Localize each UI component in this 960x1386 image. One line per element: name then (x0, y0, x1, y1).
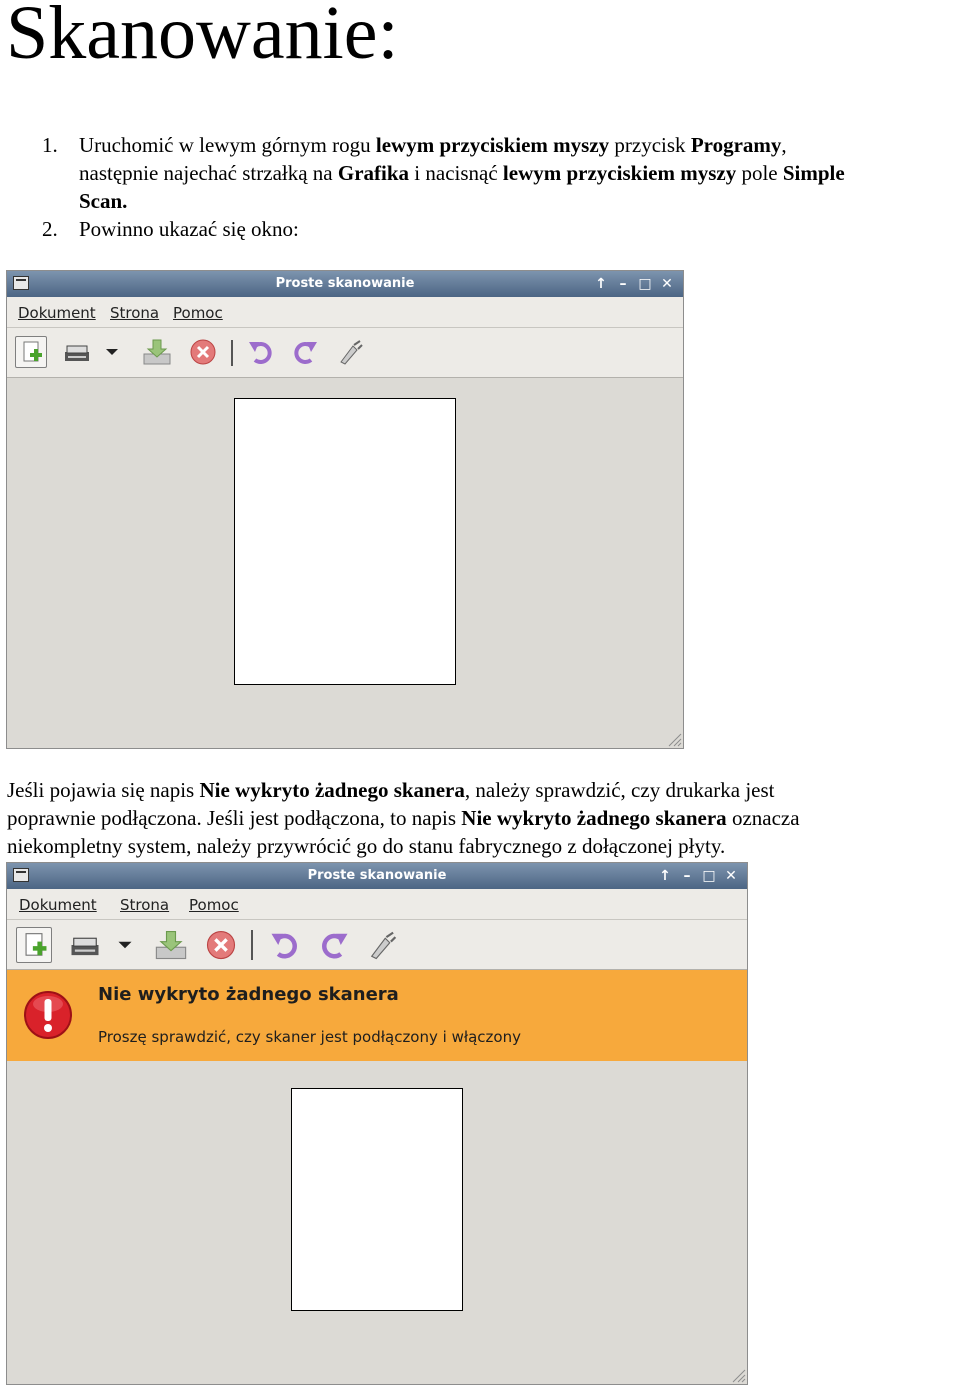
menu-bar (7, 889, 747, 920)
delete-icon[interactable] (187, 336, 219, 368)
delete-icon[interactable] (203, 927, 239, 963)
menu-pomoc[interactable]: Pomoc (173, 304, 223, 322)
step-2-line-1: Powinno ukazać się okno: (79, 217, 299, 241)
page-preview[interactable] (291, 1088, 463, 1311)
document-area (7, 1061, 747, 1384)
rotate-right-icon[interactable] (316, 927, 352, 963)
toolbar-separator (251, 930, 253, 960)
new-page-icon[interactable] (15, 336, 47, 368)
step-1-line-3: Scan. (79, 189, 128, 213)
maximize-button[interactable]: □ (702, 868, 716, 884)
new-page-icon[interactable] (16, 927, 52, 963)
step-1-line-1: Uruchomić w lewym górnym rogu lewym przyciskiem myszy przycisk Programy, (79, 133, 787, 157)
minimize-button[interactable]: – (683, 868, 691, 884)
page-preview[interactable] (234, 398, 456, 685)
toolbar-separator (231, 340, 233, 366)
save-icon[interactable] (153, 927, 189, 963)
window-titlebar (7, 271, 683, 297)
dropdown-arrow-icon[interactable] (101, 336, 123, 368)
dropdown-arrow-icon[interactable] (113, 927, 137, 963)
scanner-icon[interactable] (67, 927, 103, 963)
scan-window-empty (6, 270, 684, 749)
document-title: Skanowanie: (6, 0, 399, 75)
move-up-icon[interactable]: ↑ (595, 276, 607, 292)
window-titlebar (7, 863, 747, 889)
scan-window-no-scanner (6, 862, 748, 1385)
explanation-paragraph (7, 776, 957, 860)
close-button[interactable]: ✕ (661, 276, 673, 292)
paragraph-line-3: niekompletny system, należy przywrócić go do stanu fabrycznego z dołączonej płyty. (7, 834, 726, 858)
close-button[interactable]: ✕ (725, 868, 737, 884)
resize-grip-icon[interactable] (666, 731, 682, 747)
menu-bar (7, 297, 683, 328)
menu-strona[interactable]: Strona (110, 304, 160, 322)
no-scanner-infobar (7, 970, 747, 1061)
move-up-icon[interactable]: ↑ (659, 868, 671, 884)
save-icon[interactable] (141, 336, 173, 368)
step-number: 2. (42, 217, 58, 241)
toolbar (7, 328, 683, 378)
minimize-button[interactable]: – (619, 276, 627, 292)
window-title: Proste skanowanie (307, 868, 447, 883)
rotate-left-icon[interactable] (267, 927, 303, 963)
error-icon (23, 990, 73, 1040)
menu-strona[interactable]: Strona (120, 896, 170, 914)
menu-pomoc[interactable]: Pomoc (189, 896, 239, 914)
rotate-right-icon[interactable] (289, 336, 321, 368)
paragraph-line-1: Jeśli pojawia się napis Nie wykryto żadnego skanera, należy sprawdzić, czy drukarka jest (7, 778, 775, 802)
resize-grip-icon[interactable] (730, 1367, 746, 1383)
menu-dokument[interactable]: Dokument (19, 896, 97, 914)
toolbar (7, 920, 747, 970)
scanner-icon[interactable] (61, 336, 93, 368)
warning-message: Proszę sprawdzić, czy skaner jest podłączony i włączony (98, 1028, 521, 1046)
rotate-left-icon[interactable] (245, 336, 277, 368)
menu-dokument[interactable]: Dokument (18, 304, 96, 322)
warning-title: Nie wykryto żadnego skanera (98, 984, 399, 1005)
step-number: 1. (42, 133, 58, 157)
crop-icon[interactable] (335, 336, 367, 368)
step-1-line-2: następnie najechać strzałką na Grafika i nacisnąć lewym przyciskiem myszy pole Simple (79, 161, 845, 185)
window-title: Proste skanowanie (275, 276, 415, 291)
document-area (7, 379, 683, 748)
paragraph-line-2: poprawnie podłączona. Jeśli jest podłączona, to napis Nie wykryto żadnego skanera oznacza (7, 806, 800, 830)
maximize-button[interactable]: □ (638, 276, 652, 292)
crop-icon[interactable] (365, 927, 401, 963)
